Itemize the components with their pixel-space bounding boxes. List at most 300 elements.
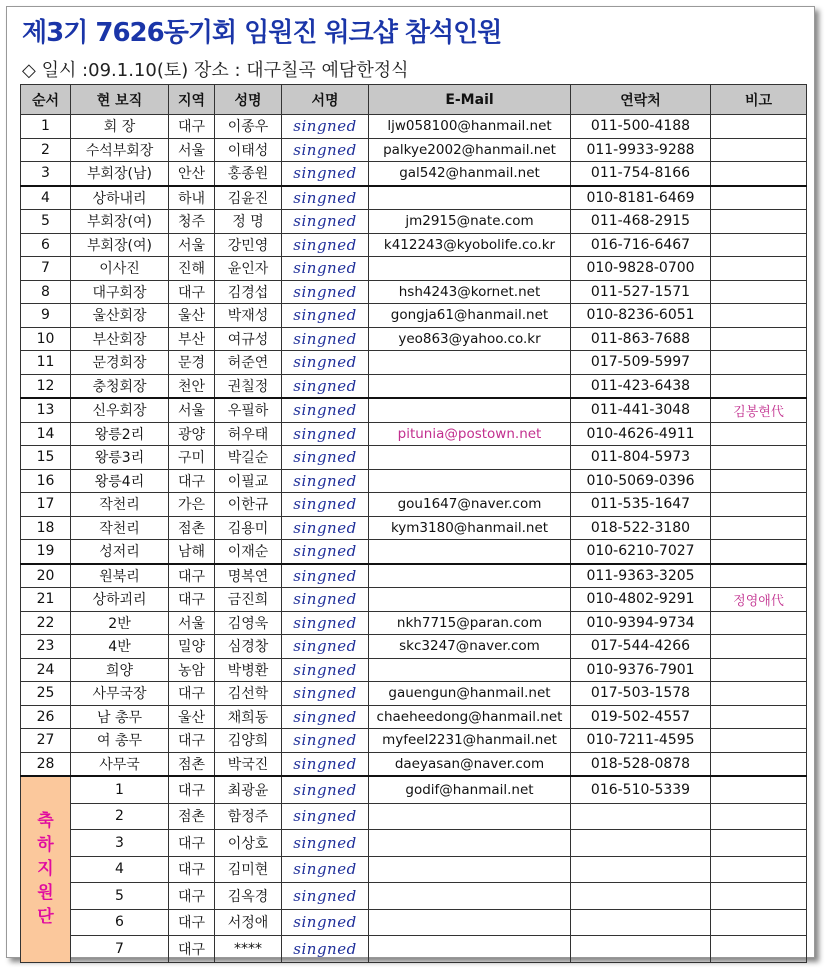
support-group-label [21, 776, 71, 962]
support-email [369, 803, 571, 830]
row-number: 3 [21, 162, 71, 186]
row-email [369, 540, 571, 564]
table-row [21, 588, 807, 612]
row-signature: singned [282, 374, 369, 398]
row-phone: 011-863-7688 [571, 327, 711, 351]
row-name: 허준연 [215, 351, 282, 375]
row-number: 9 [21, 304, 71, 328]
row-signature: singned [282, 469, 369, 493]
support-region: 대구 [169, 883, 215, 910]
row-note [711, 446, 807, 470]
support-row [21, 909, 807, 936]
row-position: 성저리 [71, 540, 169, 564]
row-signature: singned [282, 540, 369, 564]
row-phone: 010-5069-0396 [571, 469, 711, 493]
row-phone: 010-4626-4911 [571, 422, 711, 446]
row-name: 박병환 [215, 658, 282, 682]
header-name: 성명 [215, 85, 282, 115]
row-email: jm2915@nate.com [369, 210, 571, 234]
support-row [21, 883, 807, 910]
row-position: 부회장(여) [71, 233, 169, 257]
support-phone [571, 856, 711, 883]
support-number: 2 [71, 803, 169, 830]
row-position: 이사진 [71, 257, 169, 281]
row-region: 대구 [169, 729, 215, 753]
table-row [21, 398, 807, 422]
support-note [711, 803, 807, 830]
row-email: myfeel2231@hanmail.net [369, 729, 571, 753]
row-position: 왕릉2리 [71, 422, 169, 446]
row-number: 19 [21, 540, 71, 564]
row-number: 12 [21, 374, 71, 398]
row-position: 충청회장 [71, 374, 169, 398]
row-name: 이필교 [215, 469, 282, 493]
row-name: 김윤진 [215, 186, 282, 210]
row-email: pitunia@postown.net [369, 422, 571, 446]
row-name: 이종우 [215, 115, 282, 139]
row-name: 명복연 [215, 564, 282, 588]
row-number: 17 [21, 493, 71, 517]
table-row [21, 138, 807, 162]
row-number: 11 [21, 351, 71, 375]
table-row [21, 635, 807, 659]
row-name: 허우태 [215, 422, 282, 446]
row-phone: 010-6210-7027 [571, 540, 711, 564]
support-row [21, 803, 807, 830]
row-position: 4반 [71, 635, 169, 659]
row-email [369, 398, 571, 422]
table-row [21, 422, 807, 446]
support-name: 함정주 [215, 803, 282, 830]
row-email [369, 588, 571, 612]
row-region: 대구 [169, 115, 215, 139]
support-email: godif@hanmail.net [369, 776, 571, 803]
row-position: 울산회장 [71, 304, 169, 328]
row-phone: 010-9394-9734 [571, 611, 711, 635]
row-email: daeyasan@naver.com [369, 752, 571, 776]
row-number: 24 [21, 658, 71, 682]
support-email [369, 856, 571, 883]
row-name: 윤인자 [215, 257, 282, 281]
header-position: 현 보직 [71, 85, 169, 115]
row-signature: singned [282, 682, 369, 706]
row-signature: singned [282, 516, 369, 540]
row-note [711, 115, 807, 139]
support-email [369, 936, 571, 963]
table-row [21, 304, 807, 328]
row-position: 수석부회장 [71, 138, 169, 162]
row-name: 홍종원 [215, 162, 282, 186]
table-row [21, 516, 807, 540]
table-row [21, 210, 807, 234]
row-email: skc3247@naver.com [369, 635, 571, 659]
row-note [711, 374, 807, 398]
page-title: 제3기 7626동기회 임원진 워크샵 참석인원 [22, 18, 502, 48]
row-note: 김봉현代 [711, 398, 807, 422]
support-email [369, 883, 571, 910]
row-name: 박길순 [215, 446, 282, 470]
row-signature: singned [282, 564, 369, 588]
row-note [711, 186, 807, 210]
row-name: 이태성 [215, 138, 282, 162]
support-phone [571, 803, 711, 830]
table-row [21, 540, 807, 564]
row-signature: singned [282, 257, 369, 281]
support-signature: singned [282, 936, 369, 963]
row-signature: singned [282, 729, 369, 753]
row-email [369, 658, 571, 682]
row-number: 14 [21, 422, 71, 446]
row-region: 대구 [169, 469, 215, 493]
row-phone: 011-527-1571 [571, 280, 711, 304]
row-region: 문경 [169, 351, 215, 375]
support-email [369, 830, 571, 857]
row-note [711, 635, 807, 659]
row-note [711, 752, 807, 776]
row-note [711, 469, 807, 493]
table-row [21, 658, 807, 682]
row-region: 서울 [169, 138, 215, 162]
row-position: 희양 [71, 658, 169, 682]
table-row [21, 729, 807, 753]
row-note: 정영애代 [711, 588, 807, 612]
row-name: 김선학 [215, 682, 282, 706]
row-note [711, 422, 807, 446]
row-signature: singned [282, 422, 369, 446]
row-region: 울산 [169, 705, 215, 729]
row-number: 25 [21, 682, 71, 706]
row-position: 왕릉4리 [71, 469, 169, 493]
row-position: 신우회장 [71, 398, 169, 422]
support-signature: singned [282, 803, 369, 830]
row-email: k412243@kyobolife.co.kr [369, 233, 571, 257]
row-region: 농암 [169, 658, 215, 682]
row-note [711, 351, 807, 375]
header-region: 지역 [169, 85, 215, 115]
row-phone: 011-754-8166 [571, 162, 711, 186]
row-phone: 011-468-2915 [571, 210, 711, 234]
row-region: 천안 [169, 374, 215, 398]
header-no: 순서 [21, 85, 71, 115]
row-email: nkh7715@paran.com [369, 611, 571, 635]
row-signature: singned [282, 327, 369, 351]
support-phone [571, 830, 711, 857]
row-note [711, 210, 807, 234]
support-number: 4 [71, 856, 169, 883]
row-number: 28 [21, 752, 71, 776]
row-region: 서울 [169, 398, 215, 422]
header-row [21, 85, 807, 115]
row-email: kym3180@hanmail.net [369, 516, 571, 540]
support-number: 7 [71, 936, 169, 963]
row-note [711, 233, 807, 257]
header-note: 비고 [711, 85, 807, 115]
row-phone: 010-9376-7901 [571, 658, 711, 682]
row-signature: singned [282, 304, 369, 328]
table-row [21, 351, 807, 375]
row-note [711, 493, 807, 517]
row-number: 2 [21, 138, 71, 162]
row-region: 광양 [169, 422, 215, 446]
row-signature: singned [282, 588, 369, 612]
row-phone: 011-500-4188 [571, 115, 711, 139]
support-number: 6 [71, 909, 169, 936]
table-row [21, 611, 807, 635]
row-note [711, 280, 807, 304]
row-email [369, 564, 571, 588]
row-email: hsh4243@kornet.net [369, 280, 571, 304]
row-name: 김경섭 [215, 280, 282, 304]
row-name: 김양희 [215, 729, 282, 753]
support-region: 대구 [169, 776, 215, 803]
row-phone: 011-441-3048 [571, 398, 711, 422]
row-note [711, 540, 807, 564]
row-email [369, 186, 571, 210]
support-note [711, 776, 807, 803]
row-position: 원북리 [71, 564, 169, 588]
table-row [21, 446, 807, 470]
row-phone: 018-522-3180 [571, 516, 711, 540]
row-position: 작천리 [71, 516, 169, 540]
row-note [711, 304, 807, 328]
row-email [369, 351, 571, 375]
row-region: 대구 [169, 564, 215, 588]
row-signature: singned [282, 752, 369, 776]
row-email: gal542@hanmail.net [369, 162, 571, 186]
row-number: 15 [21, 446, 71, 470]
support-phone [571, 883, 711, 910]
row-region: 구미 [169, 446, 215, 470]
row-number: 13 [21, 398, 71, 422]
row-signature: singned [282, 398, 369, 422]
row-region: 서울 [169, 233, 215, 257]
row-phone: 011-804-5973 [571, 446, 711, 470]
row-name: 김용미 [215, 516, 282, 540]
row-region: 하내 [169, 186, 215, 210]
table-row [21, 564, 807, 588]
row-note [711, 658, 807, 682]
row-region: 청주 [169, 210, 215, 234]
row-name: 박국진 [215, 752, 282, 776]
row-name: 강민영 [215, 233, 282, 257]
row-name: 금진희 [215, 588, 282, 612]
row-position: 부회장(남) [71, 162, 169, 186]
row-number: 26 [21, 705, 71, 729]
table-row [21, 162, 807, 186]
row-email: gou1647@naver.com [369, 493, 571, 517]
row-phone: 019-502-4557 [571, 705, 711, 729]
row-position: 회 장 [71, 115, 169, 139]
row-note [711, 257, 807, 281]
row-note [711, 729, 807, 753]
row-position: 부회장(여) [71, 210, 169, 234]
row-region: 밀양 [169, 635, 215, 659]
support-name: 서정애 [215, 909, 282, 936]
row-signature: singned [282, 635, 369, 659]
row-number: 5 [21, 210, 71, 234]
table-row [21, 469, 807, 493]
row-position: 상하괴리 [71, 588, 169, 612]
row-name: 박재성 [215, 304, 282, 328]
row-name: 심경창 [215, 635, 282, 659]
row-region: 가은 [169, 493, 215, 517]
row-position: 문경회장 [71, 351, 169, 375]
support-region: 대구 [169, 936, 215, 963]
row-signature: singned [282, 705, 369, 729]
row-position: 사무국장 [71, 682, 169, 706]
row-signature: singned [282, 210, 369, 234]
support-note [711, 856, 807, 883]
support-name: 이상호 [215, 830, 282, 857]
row-email: yeo863@yahoo.co.kr [369, 327, 571, 351]
row-phone: 018-528-0878 [571, 752, 711, 776]
row-number: 4 [21, 186, 71, 210]
row-phone: 017-544-4266 [571, 635, 711, 659]
row-email: gauengun@hanmail.net [369, 682, 571, 706]
table-row [21, 682, 807, 706]
row-number: 8 [21, 280, 71, 304]
table-row [21, 327, 807, 351]
row-note [711, 327, 807, 351]
support-signature: singned [282, 830, 369, 857]
support-row [21, 856, 807, 883]
support-name: 김미현 [215, 856, 282, 883]
table-row [21, 280, 807, 304]
table-row [21, 186, 807, 210]
row-position: 2반 [71, 611, 169, 635]
support-row [21, 936, 807, 963]
row-note [711, 516, 807, 540]
row-email: ljw058100@hanmail.net [369, 115, 571, 139]
row-region: 안산 [169, 162, 215, 186]
row-note [711, 705, 807, 729]
row-region: 부산 [169, 327, 215, 351]
support-note [711, 883, 807, 910]
row-email: palkye2002@hanmail.net [369, 138, 571, 162]
row-region: 서울 [169, 611, 215, 635]
row-signature: singned [282, 162, 369, 186]
row-phone: 010-8236-6051 [571, 304, 711, 328]
row-email [369, 257, 571, 281]
row-phone: 011-9933-9288 [571, 138, 711, 162]
support-number: 5 [71, 883, 169, 910]
support-name: 김옥경 [215, 883, 282, 910]
row-name: 정 명 [215, 210, 282, 234]
row-number: 22 [21, 611, 71, 635]
row-note [711, 564, 807, 588]
row-phone: 010-8181-6469 [571, 186, 711, 210]
support-row [21, 830, 807, 857]
row-name: 김영욱 [215, 611, 282, 635]
row-signature: singned [282, 446, 369, 470]
row-signature: singned [282, 138, 369, 162]
table-row [21, 493, 807, 517]
row-phone: 010-7211-4595 [571, 729, 711, 753]
row-number: 27 [21, 729, 71, 753]
row-phone: 010-4802-9291 [571, 588, 711, 612]
header-signature: 서명 [282, 85, 369, 115]
row-name: 우필하 [215, 398, 282, 422]
support-note [711, 936, 807, 963]
header-email: E-Mail [369, 85, 571, 115]
row-region: 남해 [169, 540, 215, 564]
table-row [21, 115, 807, 139]
row-signature: singned [282, 280, 369, 304]
row-region: 대구 [169, 588, 215, 612]
row-signature: singned [282, 233, 369, 257]
row-email [369, 446, 571, 470]
row-number: 18 [21, 516, 71, 540]
support-group-text: 축하지원단 [37, 811, 54, 928]
row-position: 작천리 [71, 493, 169, 517]
table-row [21, 233, 807, 257]
event-info: ◇ 일시 :09.1.10(토) 장소 : 대구칠곡 예담한정식 [22, 60, 409, 81]
row-phone: 010-9828-0700 [571, 257, 711, 281]
support-name: 최광윤 [215, 776, 282, 803]
row-region: 울산 [169, 304, 215, 328]
row-phone: 017-509-5997 [571, 351, 711, 375]
row-name: 이재순 [215, 540, 282, 564]
row-phone: 016-716-6467 [571, 233, 711, 257]
support-row [21, 776, 807, 803]
row-signature: singned [282, 658, 369, 682]
row-region: 진해 [169, 257, 215, 281]
table-row [21, 752, 807, 776]
support-signature: singned [282, 856, 369, 883]
row-region: 점촌 [169, 516, 215, 540]
support-note [711, 830, 807, 857]
row-email [369, 469, 571, 493]
row-position: 부산회장 [71, 327, 169, 351]
row-signature: singned [282, 611, 369, 635]
row-name: 권칠정 [215, 374, 282, 398]
row-number: 10 [21, 327, 71, 351]
support-region: 대구 [169, 830, 215, 857]
row-position: 남 총무 [71, 705, 169, 729]
row-region: 대구 [169, 682, 215, 706]
row-note [711, 138, 807, 162]
support-signature: singned [282, 776, 369, 803]
row-phone: 017-503-1578 [571, 682, 711, 706]
support-number: 3 [71, 830, 169, 857]
table-row [21, 374, 807, 398]
row-position: 왕릉3리 [71, 446, 169, 470]
table-row [21, 705, 807, 729]
row-email: gongja61@hanmail.net [369, 304, 571, 328]
support-region: 대구 [169, 909, 215, 936]
support-name: **** [215, 936, 282, 963]
row-phone: 011-9363-3205 [571, 564, 711, 588]
row-email [369, 374, 571, 398]
row-note [711, 682, 807, 706]
row-number: 23 [21, 635, 71, 659]
row-name: 이한규 [215, 493, 282, 517]
row-position: 상하내리 [71, 186, 169, 210]
row-name: 채희동 [215, 705, 282, 729]
table-row [21, 257, 807, 281]
row-email: chaeheedong@hanmail.net [369, 705, 571, 729]
row-name: 여규성 [215, 327, 282, 351]
row-number: 7 [21, 257, 71, 281]
row-number: 6 [21, 233, 71, 257]
row-position: 사무국 [71, 752, 169, 776]
attendee-table [20, 84, 807, 963]
support-region: 점촌 [169, 803, 215, 830]
row-phone: 011-423-6438 [571, 374, 711, 398]
row-region: 대구 [169, 280, 215, 304]
row-note [711, 162, 807, 186]
support-email [369, 909, 571, 936]
